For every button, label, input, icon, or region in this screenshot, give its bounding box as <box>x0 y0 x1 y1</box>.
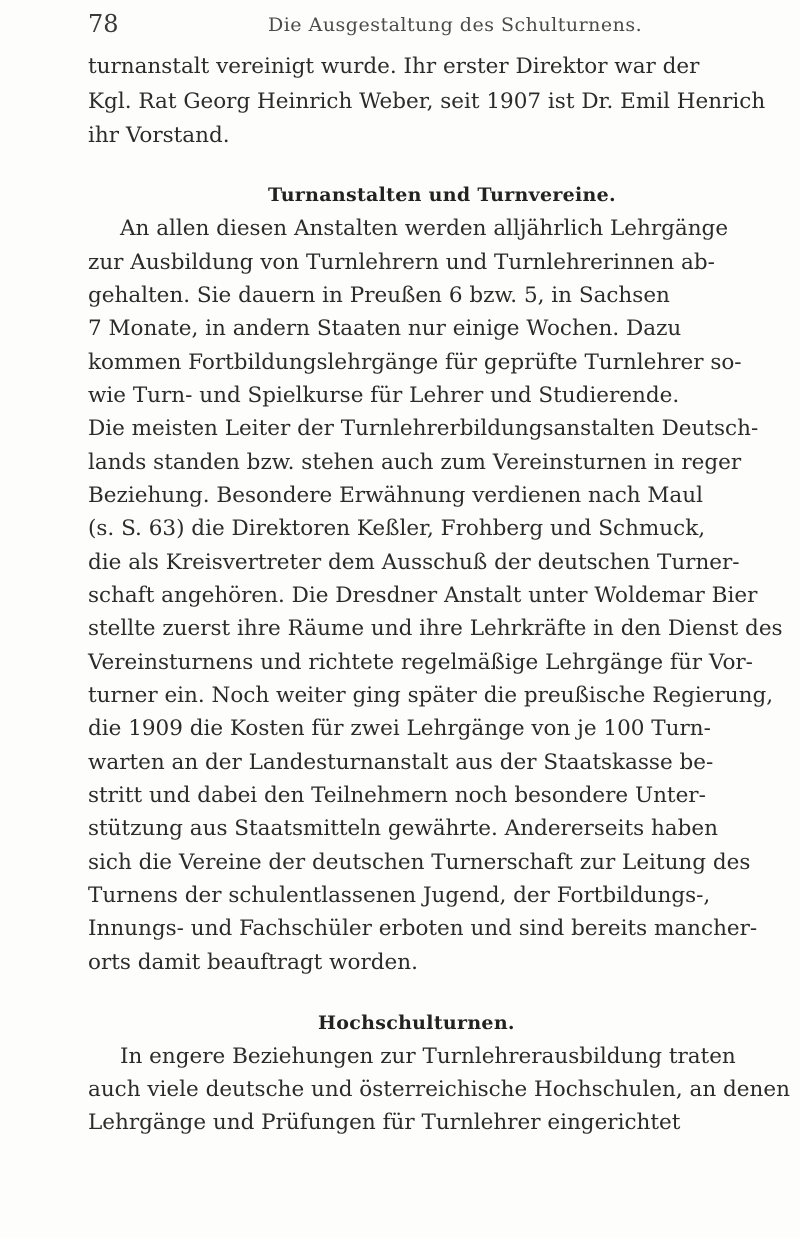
text-line: wie Turn- und Spielkurse für Lehrer und Studierende. <box>88 383 680 408</box>
text-line: ihr Vorstand. <box>88 123 230 148</box>
text-line: Innungs- und Fachschüler erboten und sind bereits mancher- <box>88 916 758 941</box>
text-line: An allen diesen Anstalten werden alljährlich Lehrgänge <box>120 216 729 241</box>
section-heading: Hochschulturnen. <box>318 1012 515 1034</box>
text-line: 7 Monate, in andern Staaten nur einige Wochen. Dazu <box>88 316 682 341</box>
text-line: stritt und dabei den Teilnehmern noch besondere Unter- <box>88 783 706 808</box>
text-line: Lehrgänge und Prüfungen für Turnlehrer eingerichtet <box>88 1110 681 1135</box>
text-line: orts damit beauftragt worden. <box>88 950 418 975</box>
text-line: die 1909 die Kosten für zwei Lehrgänge von je 100 Turn- <box>88 716 711 741</box>
text-line: Die meisten Leiter der Turnlehrerbildungsanstalten Deutsch- <box>88 416 759 441</box>
text-line: gehalten. Sie dauern in Preußen 6 bzw. 5, in Sachsen <box>88 283 670 308</box>
text-line: auch viele deutsche und österreichische Hochschulen, an denen <box>88 1077 790 1102</box>
text-line: Turnens der schulentlassenen Jugend, der Fortbildungs-, <box>88 883 711 908</box>
text-line: In engere Beziehungen zur Turnlehrerausbildung traten <box>120 1044 736 1069</box>
text-line: kommen Fortbildungslehrgänge für geprüfte Turnlehrer so- <box>88 350 742 375</box>
section-heading: Turnanstalten und Turnvereine. <box>268 184 616 206</box>
text-line: zur Ausbildung von Turnlehrern und Turnlehrerinnen ab- <box>88 250 715 275</box>
page-header <box>88 6 708 46</box>
running-title: Die Ausgestaltung des Schulturnens. <box>268 14 643 36</box>
text-line: turnanstalt vereinigt wurde. Ihr erster Direktor war der <box>88 54 700 79</box>
text-line: schaft angehören. Die Dresdner Anstalt unter Woldemar Bier <box>88 583 758 608</box>
text-line: stützung aus Staatsmitteln gewährte. Andererseits haben <box>88 816 718 841</box>
text-line: sich die Vereine der deutschen Turnerschaft zur Leitung des <box>88 850 751 875</box>
page-number: 78 <box>88 10 119 38</box>
text-line: stellte zuerst ihre Räume und ihre Lehrkräfte in den Dienst des <box>88 616 783 641</box>
text-line: warten an der Landesturnanstalt aus der Staatskasse be- <box>88 750 714 775</box>
text-line: Kgl. Rat Georg Heinrich Weber, seit 1907 ist Dr. Emil Henrich <box>88 89 766 114</box>
text-line: Beziehung. Besondere Erwähnung verdienen nach Maul <box>88 483 703 508</box>
text-line: lands standen bzw. stehen auch zum Vereinsturnen in reger <box>88 450 742 475</box>
text-line: (s. S. 63) die Direktoren Keßler, Frohberg und Schmuck, <box>88 516 706 541</box>
text-line: die als Kreisvertreter dem Ausschuß der deutschen Turner- <box>88 550 740 575</box>
text-line: turner ein. Noch weiter ging später die preußische Regierung, <box>88 683 774 708</box>
text-line: Vereinsturnens und richtete regelmäßige Lehrgänge für Vor- <box>88 650 753 675</box>
